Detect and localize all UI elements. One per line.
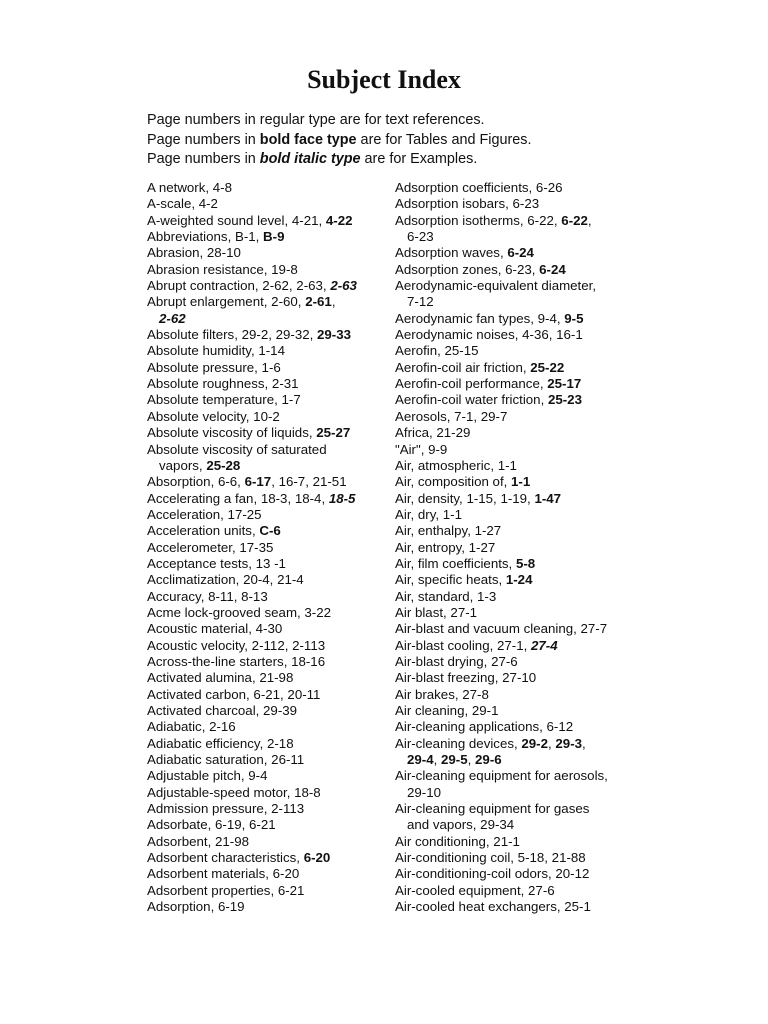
entry-text: A network, 4-8 — [147, 180, 232, 195]
page-ref-bold: 1-1 — [511, 474, 531, 490]
index-entry — [147, 245, 387, 261]
entry-text: Aerodynamic fan types, 9-4, — [395, 310, 565, 326]
entry-text: Air, atmospheric, 1-1 — [395, 457, 517, 473]
page-ref-bold-italic: 27-4 — [531, 637, 558, 653]
index-column-left — [147, 180, 387, 915]
index-entry — [147, 670, 387, 686]
page-ref-bold: 25-27 — [316, 425, 351, 441]
page-ref-bold: 25-17 — [547, 376, 582, 392]
index-entry — [395, 409, 645, 425]
intro-line — [147, 131, 707, 151]
entry-text: 6-23 — [407, 229, 434, 245]
entry-text: Accuracy, 8-11, 8-13 — [147, 588, 268, 604]
intro-run: Page numbers in — [147, 131, 260, 148]
index-entry — [147, 768, 387, 784]
entry-text: Air-cleaning devices, — [395, 735, 522, 751]
index-entry — [147, 605, 387, 621]
entry-text: Activated charcoal, 29-39 — [147, 703, 298, 718]
index-entry — [395, 768, 645, 784]
index-entry — [147, 801, 387, 817]
index-entry — [147, 262, 387, 278]
index-entry — [147, 196, 387, 212]
entry-text: Adsorbent characteristics, — [147, 850, 304, 866]
index-entry — [395, 474, 645, 490]
entry-text: Adiabatic, 2-16 — [147, 719, 236, 735]
index-entry — [395, 523, 645, 539]
index-entry — [395, 638, 645, 654]
entry-text: Air-cooled heat exchangers, 25-1 — [395, 899, 591, 915]
entry-text: Adsorbent, 21-98 — [147, 833, 250, 849]
entry-text: Air, specific heats, — [395, 572, 506, 588]
index-entry-continuation — [395, 752, 645, 768]
entry-text: Aerofin, 25-15 — [395, 343, 479, 359]
index-entry — [147, 507, 387, 523]
entry-text: Absolute pressure, 1-6 — [147, 359, 281, 375]
index-entry — [147, 752, 387, 768]
entry-text: Acoustic velocity, 2-112, 2-113 — [147, 637, 326, 653]
entry-text: Aerofin-coil water friction, — [395, 392, 548, 408]
entry-text: Adsorption waves, — [395, 245, 508, 261]
index-entry — [147, 638, 387, 654]
entry-text: Adsorption, 6-19 — [147, 899, 245, 915]
index-entry-continuation — [395, 294, 645, 310]
index-entry — [395, 213, 645, 229]
entry-text: Adjustable pitch, 9-4 — [147, 768, 268, 784]
index-entry — [395, 572, 645, 588]
entry-text: "Air", 9-9 — [395, 441, 448, 457]
entry-text: Abrasion resistance, 19-8 — [147, 261, 298, 277]
index-entry — [147, 180, 387, 196]
page-ref-bold-italic: 2-63 — [330, 278, 357, 294]
entry-text: Activated alumina, 21-98 — [147, 670, 294, 686]
entry-text: Adsorption coefficients, 6-26 — [395, 180, 563, 195]
entry-text: Adiabatic efficiency, 2-18 — [147, 735, 294, 751]
page-ref-bold: 29-2 — [521, 735, 549, 751]
entry-text: , — [467, 752, 476, 768]
index-entry — [395, 425, 645, 441]
entry-text: Adsorption zones, 6-23, — [395, 261, 540, 277]
page-ref-bold: 2-61 — [305, 294, 332, 310]
entry-text: Acceptance tests, 13 -1 — [147, 555, 286, 571]
intro-run-bold-italic: bold italic type — [259, 151, 361, 167]
index-entry — [147, 213, 387, 229]
page-ref-bold: C-6 — [259, 523, 281, 539]
index-entry — [395, 719, 645, 735]
entry-text: vapors, — [159, 457, 207, 473]
entry-text: Acceleration, 17-25 — [147, 506, 262, 522]
entry-text: Absolute viscosity of saturated — [147, 441, 327, 457]
entry-text: A-scale, 4-2 — [147, 196, 218, 212]
index-entry — [395, 687, 645, 703]
index-entry — [147, 785, 387, 801]
index-entry — [395, 801, 645, 817]
entry-text: Aerofin-coil air friction, — [395, 359, 531, 375]
index-entry — [395, 605, 645, 621]
entry-text: Across-the-line starters, 18-16 — [147, 653, 326, 669]
intro-block — [147, 111, 707, 170]
entry-text: Activated carbon, 6-21, 20-11 — [147, 686, 321, 702]
index-entry — [147, 589, 387, 605]
index-entry — [147, 294, 387, 310]
index-entry — [395, 850, 645, 866]
entry-text: Acceleration units, — [147, 523, 260, 539]
index-entry — [395, 180, 645, 196]
entry-text: Adsorption isotherms, 6-22, — [395, 212, 562, 228]
entry-text: , — [331, 294, 336, 310]
index-entry — [395, 311, 645, 327]
index-entry — [395, 343, 645, 359]
page-ref-bold: 29-6 — [475, 752, 502, 768]
index-entry — [395, 458, 645, 474]
index-entry — [395, 899, 645, 915]
entry-text: 29-10 — [407, 784, 442, 800]
index-entry — [147, 850, 387, 866]
entry-text: Air-cleaning equipment for aerosols, — [395, 768, 608, 784]
page-ref-bold: 29-4 — [407, 752, 434, 768]
intro-run: Page numbers in regular type are for text references. — [147, 112, 485, 128]
entry-text: Air, enthalpy, 1-27 — [395, 523, 502, 539]
entry-text: Aerosols, 7-1, 29-7 — [395, 408, 508, 424]
intro-run: are for Examples. — [360, 151, 478, 167]
index-entry-continuation — [395, 817, 645, 833]
entry-text: Adjustable-speed motor, 18-8 — [147, 784, 321, 800]
page-ref-bold: 1-47 — [534, 490, 562, 506]
index-entry — [395, 654, 645, 670]
index-entry — [147, 572, 387, 588]
page-ref-bold: 6-17 — [244, 474, 272, 490]
index-entry — [395, 442, 645, 458]
entry-text: Adsorption isobars, 6-23 — [395, 196, 540, 212]
page-ref-bold: 29-33 — [317, 327, 352, 343]
index-entry — [147, 425, 387, 441]
index-entry — [147, 883, 387, 899]
index-entry — [395, 703, 645, 719]
entry-text: Air-conditioning coil, 5-18, 21-88 — [395, 850, 586, 866]
index-entry — [395, 556, 645, 572]
page-ref-bold: 29-5 — [441, 752, 468, 768]
index-entry — [395, 834, 645, 850]
intro-line — [147, 111, 707, 131]
index-entry — [147, 278, 387, 294]
page-ref-bold: 25-28 — [206, 457, 241, 473]
entry-text: Air-cooled equipment, 27-6 — [395, 882, 555, 898]
index-entry — [147, 736, 387, 752]
page-ref-bold: 9-5 — [564, 310, 584, 326]
entry-text: Air, dry, 1-1 — [395, 506, 462, 522]
index-entry — [395, 883, 645, 899]
entry-text: Admission pressure, 2-113 — [147, 801, 305, 817]
index-entry — [395, 262, 645, 278]
entry-text: Absolute humidity, 1-14 — [147, 343, 285, 359]
index-entry — [147, 540, 387, 556]
index-entry — [395, 621, 645, 637]
entry-text: Acoustic material, 4-30 — [147, 621, 283, 637]
entry-text: Air brakes, 27-8 — [395, 686, 489, 702]
entry-text: Absolute velocity, 10-2 — [147, 408, 280, 424]
page-ref-bold: 4-22 — [325, 212, 353, 228]
entry-text: Abrasion, 28-10 — [147, 245, 241, 261]
entry-text: Acclimatization, 20-4, 21-4 — [147, 572, 304, 588]
index-entry — [395, 540, 645, 556]
index-entry — [147, 523, 387, 539]
page-ref-bold: 6-20 — [303, 850, 331, 866]
entry-text: , — [587, 212, 592, 228]
page-ref-bold-italic: 2-62 — [159, 310, 186, 326]
index-entry — [147, 817, 387, 833]
index-entry — [147, 654, 387, 670]
entry-text: Air, composition of, — [395, 474, 512, 490]
entry-text: Accelerating a fan, 18-3, 18-4, — [147, 490, 329, 506]
entry-text: Absolute filters, 29-2, 29-32, — [147, 327, 317, 343]
entry-text: Acme lock-grooved seam, 3-22 — [147, 604, 332, 620]
entry-text: and vapors, 29-34 — [407, 817, 515, 833]
index-entry — [395, 392, 645, 408]
entry-text: Air-conditioning-coil odors, 20-12 — [395, 866, 590, 882]
index-entry — [147, 556, 387, 572]
entry-text: Adsorbent properties, 6-21 — [147, 882, 305, 898]
index-entry — [147, 621, 387, 637]
entry-text: Aerodynamic-equivalent diameter, — [395, 278, 597, 294]
index-entry — [147, 866, 387, 882]
intro-run-bold: bold face type — [259, 131, 357, 148]
entry-text: Air, entropy, 1-27 — [395, 539, 496, 555]
index-entry — [147, 899, 387, 915]
entry-text: Air-cleaning equipment for gases — [395, 801, 590, 817]
index-entry-continuation — [395, 785, 645, 801]
entry-text: Absorption, 6-6, — [147, 474, 245, 490]
index-entry — [395, 245, 645, 261]
page-ref-bold: 6-24 — [507, 245, 534, 261]
index-entry-continuation — [147, 311, 387, 327]
entry-text: Absolute roughness, 2-31 — [147, 376, 299, 392]
entry-text: Aerofin-coil performance, — [395, 376, 548, 392]
index-entry — [395, 360, 645, 376]
entry-text: Abrupt contraction, 2-62, 2-63, — [147, 278, 331, 294]
index-entry — [147, 409, 387, 425]
entry-text: Air blast, 27-1 — [395, 604, 478, 620]
index-entry — [147, 703, 387, 719]
page-ref-bold: 5-8 — [515, 555, 536, 571]
entry-text: Aerodynamic noises, 4-36, 16-1 — [395, 327, 583, 343]
page-ref-bold: 29-3 — [555, 735, 583, 751]
page-ref-bold: 25-23 — [547, 392, 582, 408]
entry-text: A-weighted sound level, 4-21, — [147, 212, 326, 228]
index-entry-continuation — [147, 458, 387, 474]
intro-run: are for Tables and Figures. — [356, 131, 532, 148]
entry-text: Air-blast freezing, 27-10 — [395, 670, 537, 686]
index-column-right — [395, 180, 645, 915]
index-entry — [147, 360, 387, 376]
index-entry-continuation — [395, 229, 645, 245]
index-entry — [147, 327, 387, 343]
index-entry — [147, 442, 387, 458]
entry-text: Air, standard, 1-3 — [395, 588, 497, 604]
index-entry — [147, 719, 387, 735]
index-entry — [395, 589, 645, 605]
entry-text: Air-cleaning applications, 6-12 — [395, 719, 574, 735]
entry-text: Air conditioning, 21-1 — [395, 833, 520, 849]
index-entry — [395, 491, 645, 507]
entry-text: , — [582, 735, 586, 751]
index-entry — [147, 376, 387, 392]
index-entry — [395, 376, 645, 392]
intro-line — [147, 150, 707, 170]
entry-text: Air-blast drying, 27-6 — [395, 653, 518, 669]
index-entry — [395, 670, 645, 686]
index-entry — [147, 474, 387, 490]
index-entry — [147, 491, 387, 507]
index-entry — [147, 834, 387, 850]
entry-text: Africa, 21-29 — [395, 425, 471, 441]
entry-text: 7-12 — [407, 294, 434, 310]
page-ref-bold: 25-22 — [530, 359, 565, 375]
entry-text: Absolute temperature, 1-7 — [147, 392, 301, 408]
page-title: Subject Index — [307, 65, 461, 94]
entry-text: Accelerometer, 17-35 — [147, 539, 274, 555]
entry-text: Air, film coefficients, — [395, 555, 516, 571]
entry-text: Abbreviations, B-1, — [147, 229, 264, 245]
entry-text: Air, density, 1-15, 1-19, — [395, 490, 535, 506]
page-ref-bold: B-9 — [263, 229, 285, 245]
index-entry — [395, 507, 645, 523]
intro-run: Page numbers in — [147, 151, 260, 167]
index-entry — [147, 687, 387, 703]
entry-text: Air-blast and vacuum cleaning, 27-7 — [395, 621, 608, 637]
entry-text: , — [433, 752, 442, 768]
page-ref-bold: 6-24 — [539, 261, 566, 277]
index-entry — [395, 866, 645, 882]
entry-text: Air cleaning, 29-1 — [395, 703, 499, 718]
index-entry — [395, 278, 645, 294]
index-entry — [395, 736, 645, 752]
entry-text: , — [548, 735, 556, 751]
index-entry — [147, 343, 387, 359]
entry-text: Abrupt enlargement, 2-60, — [147, 294, 306, 310]
entry-text: Air-blast cooling, 27-1, — [395, 637, 531, 653]
page-ref-bold: 1-24 — [505, 572, 533, 588]
entry-text: Absolute viscosity of liquids, — [147, 425, 317, 441]
index-entry — [395, 327, 645, 343]
entry-text: Adsorbate, 6-19, 6-21 — [147, 817, 276, 833]
index-entry — [147, 229, 387, 245]
entry-text: Adsorbent materials, 6-20 — [147, 866, 300, 882]
index-entry — [395, 196, 645, 212]
entry-text: , 16-7, 21-51 — [271, 474, 347, 490]
index-entry — [147, 392, 387, 408]
page-ref-bold: 6-22 — [561, 212, 588, 228]
entry-text: Adiabatic saturation, 26-11 — [147, 752, 305, 768]
page-ref-bold-italic: 18-5 — [328, 490, 356, 506]
